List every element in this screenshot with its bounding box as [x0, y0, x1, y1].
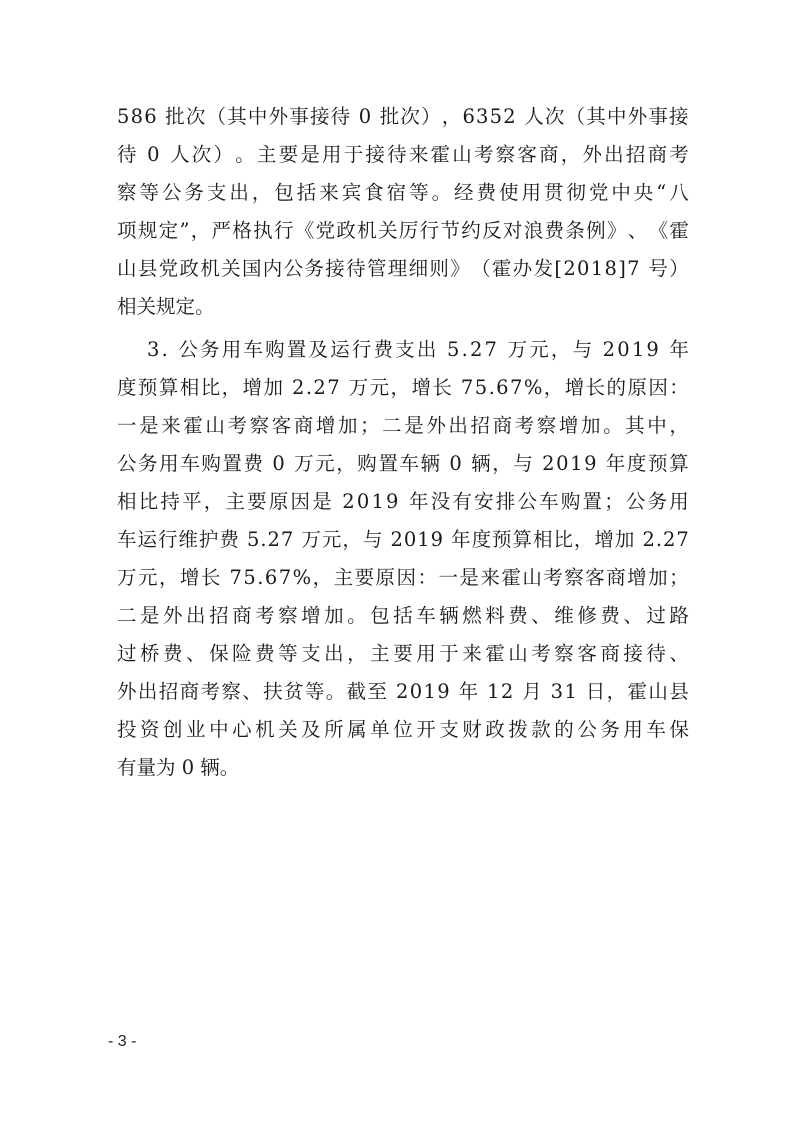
paragraph-2-line-4: 公 务 用 车 购 置 费 0 万 元 ， 购 置 车 辆 0 辆 ， 与 2 0 1 9 年 度 预 算	[117, 452, 689, 475]
paragraph-1-line-2: 待 0 人 次 ） 。 主 要 是 用 于 接 待 来 霍 山 考 察 客 商 ， 外 出 招 商 考	[117, 143, 689, 166]
paragraph-2-line-7: 万 元 ， 增 长 7 5 . 6 7 % ， 主 要 原 因 ： 一 是 来 霍 山 考 察 客 商 增 加 ；	[117, 566, 689, 589]
paragraph-1-line-3: 察 等 公 务 支 出 ， 包 括 来 宾 食 宿 等 。 经 费 使 用 贯 彻 党 中 央 “ 八	[117, 181, 689, 204]
paragraph-2-line-1: 3 . 公 务 用 车 购 置 及 运 行 费 支 出 5 . 2 7 万 元 ， 与 2 0 1 9 年	[147, 338, 689, 361]
paragraph-2-line-8: 二 是 外 出 招 商 考 察 增 加 。 包 括 车 辆 燃 料 费 、 维 修 费 、 过 路	[117, 604, 689, 627]
paragraph-2-line-10: 外 出 招 商 考 察 、 扶 贫 等 。 截 至 2 0 1 9 年 1 2 月 3 1 日 ， 霍 山 县	[117, 680, 689, 703]
paragraph-1-line-1: 5 8 6 批 次 （ 其 中 外 事 接 待 0 批 次 ） ， 6 3 5 2 人 次 （ 其 中 外 事 接	[117, 105, 689, 128]
paragraph-1-line-5: 山 县 党 政 机 关 国 内 公 务 接 待 管 理 细 则 》 （ 霍 办 发 [ 2 0 1 8 ] 7 号 ）	[117, 257, 689, 280]
paragraph-1-line-4: 项 规 定 ” ， 严 格 执 行 《 党 政 机 关 厉 行 节 约 反 对 浪 费 条 例 》 、 《 霍	[117, 219, 689, 242]
paragraph-2-line-11: 投 资 创 业 中 心 机 关 及 所 属 单 位 开 支 财 政 拨 款 的 公 务 用 车 保	[117, 718, 689, 741]
paragraph-2-line-9: 过 桥 费 、 保 险 费 等 支 出 ， 主 要 用 于 来 霍 山 考 察 客 商 接 待 、	[117, 642, 689, 665]
paragraph-2-line-12: 有量为 0 辆。	[117, 756, 240, 779]
paragraph-2-line-3: 一 是 来 霍 山 考 察 客 商 增 加 ； 二 是 外 出 招 商 考 察 增 加 。 其 中 ，	[117, 414, 689, 437]
page-number: - 3 -	[108, 1033, 137, 1050]
paragraph-1-line-6: 相关规定。	[117, 295, 215, 318]
paragraph-2-line-2: 度 预 算 相 比 ， 增 加 2 . 2 7 万 元 ， 增 长 7 5 . 6 7 % ， 增 长 的 原 因 ：	[117, 376, 689, 399]
paragraph-2-line-5: 相 比 持 平 ， 主 要 原 因 是 2 0 1 9 年 没 有 安 排 公 车 购 置 ； 公 务 用	[117, 490, 689, 513]
paragraph-2-line-6: 车 运 行 维 护 费 5 . 2 7 万 元 ， 与 2 0 1 9 年 度 预 算 相 比 ， 增 加 2 . 2 7	[117, 528, 689, 551]
body-text	[117, 98, 689, 787]
